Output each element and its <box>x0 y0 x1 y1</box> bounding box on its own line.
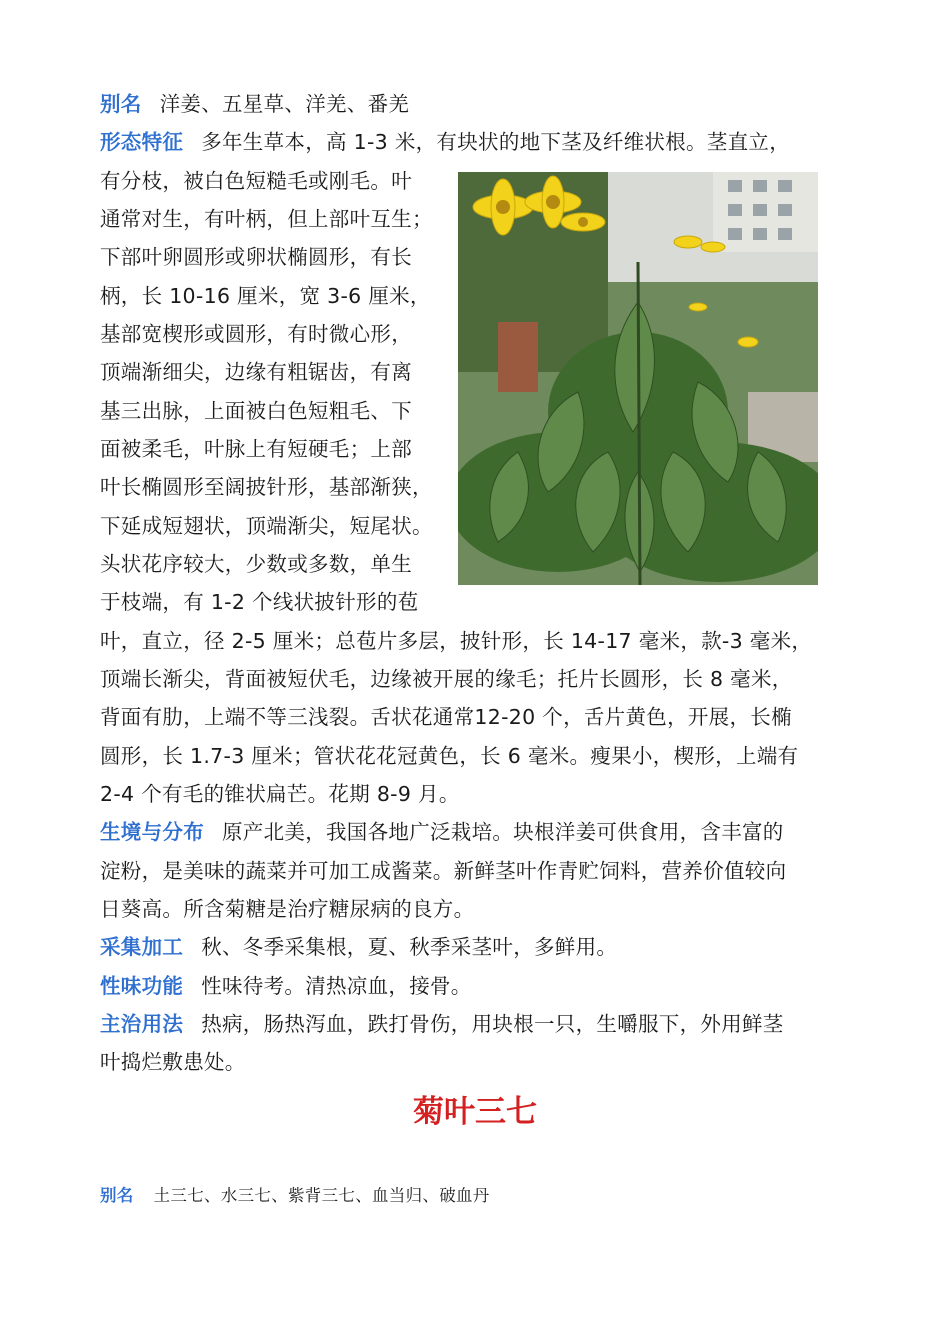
morph-line: 基三出脉，上面被白色短粗毛、下 <box>100 399 412 423</box>
alias-line <box>100 90 409 118</box>
alias-text-2: 土三七、水三七、紫背三七、血当归、破血丹 <box>153 1186 490 1205</box>
habitat-text: 原产北美，我国各地广泛栽培。块根洋姜可供食用，含丰富的 <box>222 820 784 844</box>
alias-text: 洋姜、五星草、洋羌、番羌 <box>159 92 410 116</box>
morph-label: 形态特征 <box>100 130 184 154</box>
morph-line: 圆形，长 1.7-3 厘米；管状花花冠黄色，长 6 毫米。瘦果小，楔形，上端有 <box>100 744 799 768</box>
nature-label: 性味功能 <box>100 974 184 998</box>
morph-line-0 <box>100 128 790 156</box>
morph-line: 有分枝，被白色短糙毛或刚毛。叶 <box>100 169 412 193</box>
collect-line <box>100 933 617 961</box>
usage-line-0 <box>100 1010 784 1038</box>
morph-line: 基部宽楔形或圆形，有时微心形， <box>100 322 412 346</box>
morph-line: 头状花序较大，少数或多数，单生 <box>100 552 412 576</box>
usage-label: 主治用法 <box>100 1012 184 1036</box>
nature-text: 性味待考。清热凉血，接骨。 <box>201 974 472 998</box>
morph-line: 2-4 个有毛的锥状扁芒。花期 8-9 月。 <box>100 782 460 806</box>
sunflower-plant-photo <box>458 172 818 585</box>
habitat-line: 日葵高。所含菊糖是治疗糖尿病的良方。 <box>100 897 475 921</box>
collect-text: 秋、冬季采集根，夏、秋季采茎叶，多鲜用。 <box>201 935 618 959</box>
morph-line: 下延成短翅状，顶端渐尖，短尾状。 <box>100 514 433 538</box>
morph-line: 面被柔毛，叶脉上有短硬毛；上部 <box>100 437 412 461</box>
alias-line-2 <box>100 1182 490 1210</box>
habitat-label: 生境与分布 <box>100 820 204 844</box>
nature-line <box>100 972 472 1000</box>
habitat-line: 淀粉，是美味的蔬菜并可加工成酱菜。新鲜茎叶作青贮饲料，营养价值较向 <box>100 859 787 883</box>
alias-label: 别名 <box>100 92 142 116</box>
morph-line: 顶端长渐尖，背面被短伏毛，边缘被开展的缘毛；托片长圆形，长 8 毫米， <box>100 667 793 691</box>
morph-line: 柄，长 10-16 厘米，宽 3-6 厘米， <box>100 284 431 308</box>
alias-label-2: 别名 <box>100 1186 134 1205</box>
morph-line: 下部叶卵圆形或卵状椭圆形，有长 <box>100 245 412 269</box>
section-title: 菊叶三七 <box>413 1094 537 1130</box>
morph-line: 叶，直立，径 2-5 厘米；总苞片多层，披针形，长 14-17 毫米，款-3 毫米， <box>100 629 813 653</box>
usage-text: 热病，肠热泻血，跌打骨伤，用块根一只，生嚼服下，外用鲜茎 <box>201 1012 784 1036</box>
morph-line: 通常对生，有叶柄，但上部叶互生； <box>100 207 433 231</box>
morph-line: 背面有肋，上端不等三浅裂。舌状花通常12-20 个，舌片黄色，开展，长椭 <box>100 705 792 729</box>
morph-text: 多年生草本，高 1-3 米，有块状的地下茎及纤维状根。茎直立， <box>201 130 791 154</box>
morph-line: 顶端渐细尖，边缘有粗锯齿，有离 <box>100 360 412 384</box>
habitat-line-0 <box>100 818 784 846</box>
morph-line: 于枝端，有 1-2 个线状披针形的苞 <box>100 590 419 614</box>
usage-line: 叶捣烂敷患处。 <box>100 1050 246 1074</box>
collect-label: 采集加工 <box>100 935 184 959</box>
morph-line: 叶长椭圆形至阔披针形，基部渐狭， <box>100 475 433 499</box>
